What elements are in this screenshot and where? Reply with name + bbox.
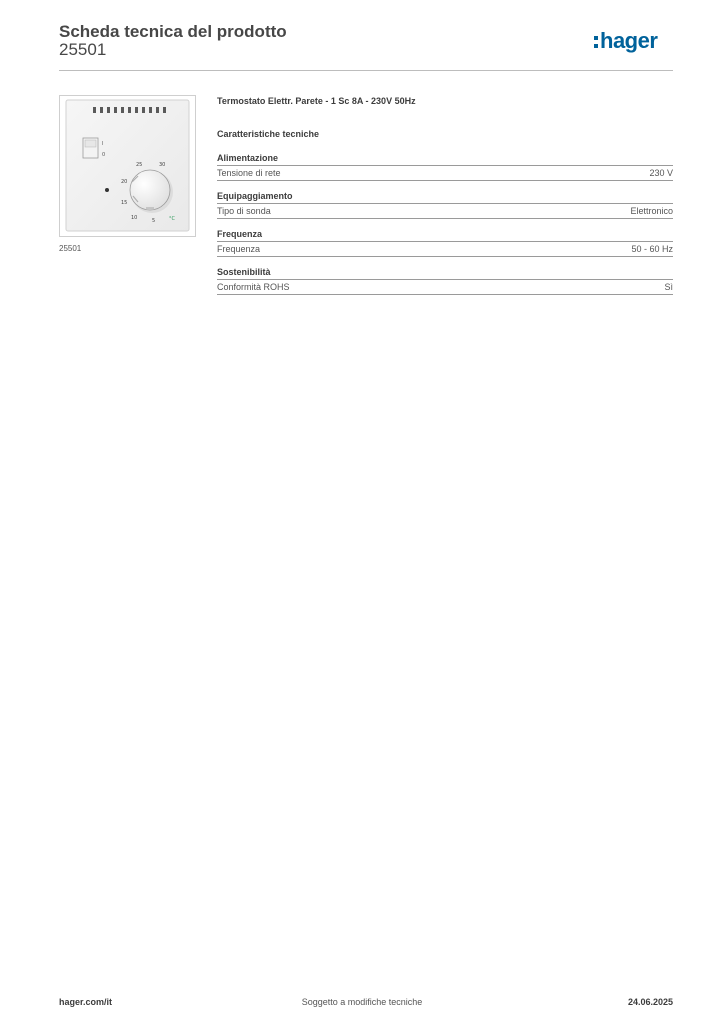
- spec-group-title: Equipaggiamento: [217, 190, 673, 204]
- product-image: [59, 95, 196, 237]
- svg-text:5: 5: [152, 218, 156, 224]
- spec-value: Sì: [664, 282, 673, 292]
- hager-logo: [593, 26, 673, 56]
- spec-group-frequenza: [217, 228, 673, 257]
- specs-heading: Caratteristiche tecniche: [217, 129, 320, 139]
- footer-website-link[interactable]: hager.com/it: [59, 997, 113, 1007]
- spec-row: [217, 166, 673, 181]
- product-name: Termostato Elettr. Parete - 1 Sc 8A - 230V 50Hz: [217, 96, 416, 106]
- svg-text:I: I: [102, 141, 104, 147]
- spec-group-title: Frequenza: [217, 228, 673, 242]
- svg-text:10: 10: [131, 215, 138, 221]
- spec-group-title: Alimentazione: [217, 152, 673, 166]
- svg-text:30: 30: [159, 162, 166, 168]
- spec-label: Tipo di sonda: [217, 206, 271, 216]
- spec-row: [217, 280, 673, 295]
- svg-text:20: 20: [121, 179, 128, 185]
- svg-text:15: 15: [121, 200, 128, 206]
- spec-group-sostenibilita: [217, 266, 673, 295]
- page-title: Scheda tecnica del prodotto: [59, 22, 287, 41]
- svg-text:°C: °C: [169, 216, 175, 222]
- spec-group-title: Sostenibilità: [217, 266, 673, 280]
- spec-row: [217, 204, 673, 219]
- spec-row: [217, 242, 673, 257]
- brand-wordmark: hager: [600, 28, 658, 53]
- spec-label: Tensione di rete: [217, 168, 281, 178]
- svg-text:25: 25: [136, 162, 143, 168]
- spec-value: 230 V: [649, 168, 673, 178]
- spec-group-equipaggiamento: [217, 190, 673, 219]
- spec-group-alimentazione: [217, 152, 673, 181]
- spec-value: 50 - 60 Hz: [631, 244, 673, 254]
- svg-text:0: 0: [102, 152, 106, 158]
- spec-value: Elettronico: [630, 206, 673, 216]
- product-code: 25501: [59, 40, 107, 59]
- footer-date: 24.06.2025: [627, 997, 673, 1007]
- page-header: [59, 20, 673, 71]
- specifications-panel: [217, 95, 673, 304]
- spec-label: Frequenza: [217, 244, 261, 254]
- spec-label: Conformità ROHS: [217, 282, 290, 292]
- product-image-caption: 25501: [59, 244, 82, 253]
- footer-note: Soggetto a modifiche tecniche: [301, 997, 423, 1007]
